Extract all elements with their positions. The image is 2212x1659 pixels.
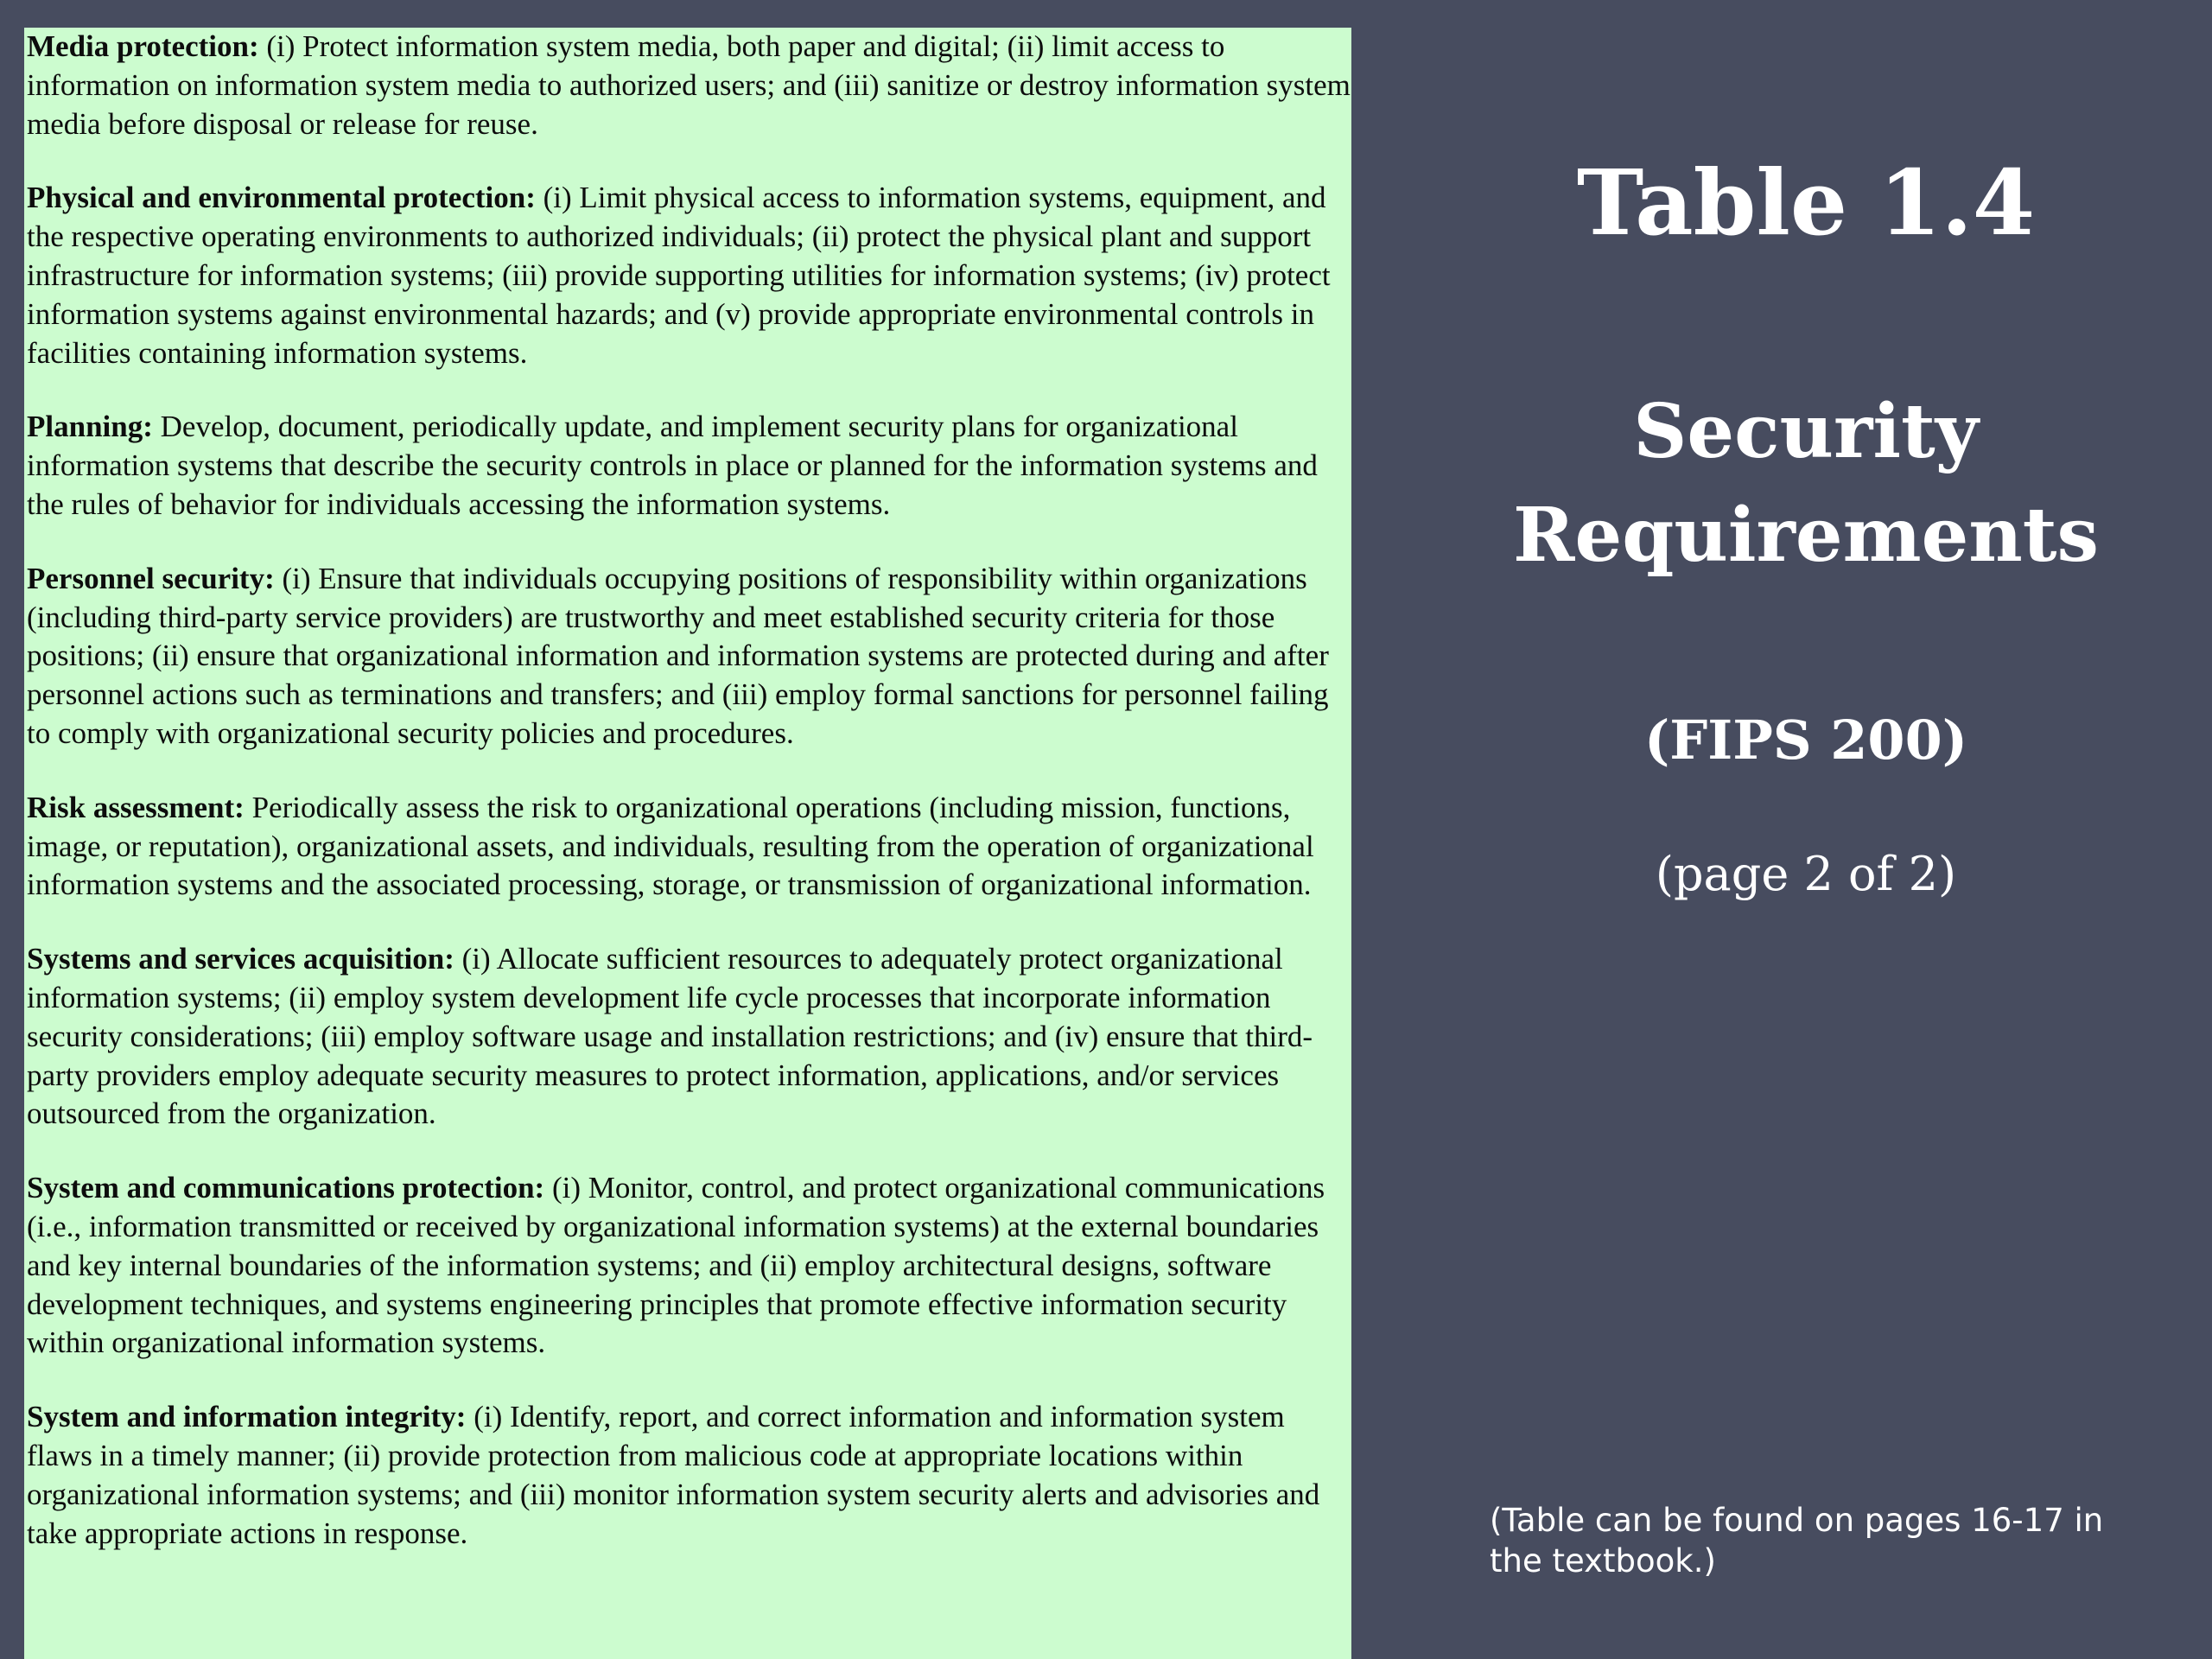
page-indicator: (page 2 of 2) [1655,847,1957,901]
entry-term: Physical and environmental protection: [27,181,536,215]
entry-term: Media protection: [27,29,259,63]
entry-text: (i) Monitor, control, and protect organizational communications (i.e., information transmitted or received by organizational information systems) at the external boundaries and key internal boundaries of the information systems; and (ii) employ architectural designs, software development techniques, and systems engineering principles that promote effective information security within organizational information systems. [27,1171,1325,1360]
entry-text: Develop, document, periodically update, and implement security plans for organizational information systems that describe the security controls in place or planned for the information systems and the rules of behavior for individuals accessing the information systems. [27,410,1318,521]
entry-physical-and-environmental-protection [27,179,1351,372]
entry-personnel-security [27,560,1351,753]
entry-term: Planning: [27,410,153,444]
entry-text: (i) Limit physical access to information systems, equipment, and the respective operating environments to authorized individuals; (ii) protect the physical plant and support infrastructure for information systems; (iii) provide supporting utilities for information systems; (iv) protect information systems against environmental hazards; and (v) provide appropriate environmental controls in facilities containing information systems. [27,181,1331,370]
slide-heading: Security Requirements [1513,388,2099,579]
entry-term: Risk assessment: [27,790,245,824]
entry-planning [27,408,1351,524]
entry-text: (i) Identify, report, and correct information and information system flaws in a timely manner; (ii) provide protection from malicious code at appropriate locations within organizational information systems; and (iii) monitor information system security alerts and advisories and take appropriate actions in response. [27,1400,1320,1550]
entry-systems-and-services-acquisition [27,940,1351,1134]
entry-term: Systems and services acquisition: [27,942,454,976]
entry-term: System and communications protection: [27,1171,545,1205]
entry-system-and-communications-protection [27,1169,1351,1363]
textbook-note: (Table can be found on pages 16-17 in the textbook.) [1490,1502,2104,1580]
entry-term: System and information integrity: [27,1400,467,1434]
slide-title-panel [1400,0,2212,1659]
entry-system-and-information-integrity [27,1398,1351,1553]
entry-text: (i) Protect information system media, both paper and digital; (ii) limit access to information on information system media to authorized users; and (iii) sanitize or destroy information system media before disposal or release for reuse. [27,29,1351,141]
entry-text: (i) Allocate sufficient resources to adequately protect organizational information systems; (ii) employ system development life cycle processes that incorporate information security considerations; (iii) employ software usage and installation restrictions; and (iv) ensure that third-party providers employ adequate security measures to protect information, applications, and/or services outsourced from the organization. [27,942,1313,1131]
entry-text: Periodically assess the risk to organizational operations (including mission, functions, image, or reputation), organizational assets, and individuals, resulting from the operation of organizational information systems and the associated processing, storage, or transmission of organizational information. [27,790,1314,902]
entry-risk-assessment [27,789,1351,905]
entry-media-protection [27,28,1351,143]
slide-title: Table 1.4 [1576,149,2036,256]
standard-reference: (FIPS 200) [1643,709,1968,772]
entry-text: (i) Ensure that individuals occupying positions of responsibility within organizations (including third-party service providers) are trustworthy and meet established security criteria for those positions; (ii) ensure that organizational information and information systems are protected during and after personnel actions such as terminations and transfers; and (iii) employ formal sanctions for personnel failing to comply with organizational security policies and procedures. [27,561,1329,750]
entry-term: Personnel security: [27,561,275,595]
security-requirements-table [24,28,1351,1659]
